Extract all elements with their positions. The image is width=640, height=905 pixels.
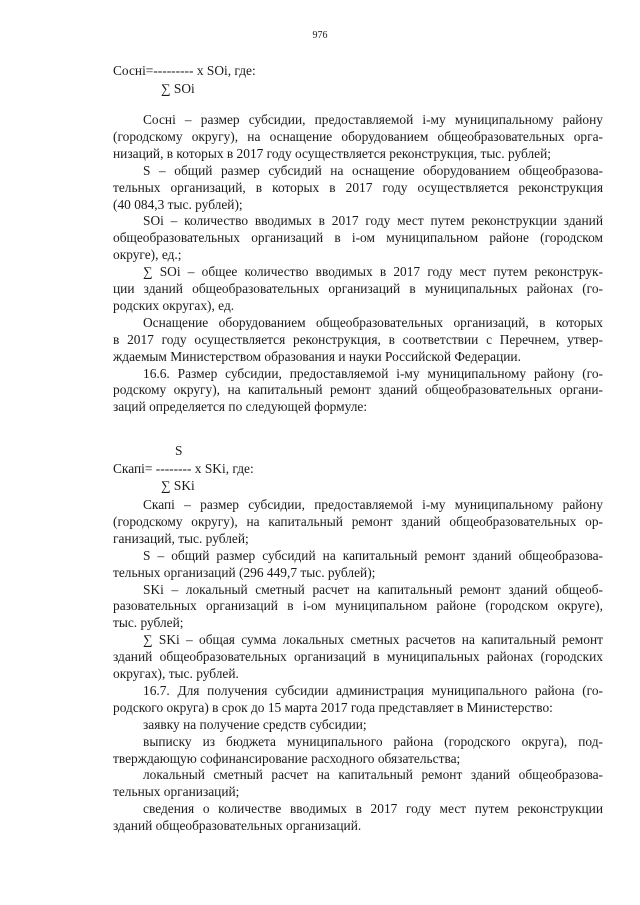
paragraph-line: ции зданий общеобразовательных организаций в муниципальных районах (го- [113,281,603,296]
paragraph-line: (40 084,3 тыс. рублей); [113,196,243,212]
paragraph-line: тельных организаций, в которых в 2017 году осуществляется реконструкция [113,179,603,195]
formula-1-lhs: Соснi=--------- x SOi, где: [113,63,256,78]
paragraph-line: родскому округу), на капитальный ремонт зданий общеобразовательных органи- [113,382,603,398]
paragraph-line: Оснащение оборудованием общеобразовательных организаций, в которых [143,314,603,330]
paragraph-line: тверждающую софинансирование расходного обязательства; [113,750,461,766]
paragraph-line: сведения о количестве вводимых в 2017 году мест путем реконструкции [143,801,603,817]
paragraph-line: разовательных организаций в i-ом муниципальном районе (городском округе), [113,598,603,614]
formula-2-lhs: Скапi= -------- x SKi, где: [113,461,254,476]
paragraph-line: низаций, в которых в 2017 году осуществляется реконструкция, тыс. рублей; [113,145,551,161]
paragraph-line: родских округах), ед. [113,297,235,313]
paragraph-line: (городскому округу), на оснащение оборудованием общеобразовательных орга- [113,128,603,144]
paragraph-line: тельных организаций (296 449,7 тыс. рублей); [113,564,376,580]
paragraph-line: 16.7. Для получения субсидии администрация муниципального района (го- [143,682,603,698]
paragraph-line: общеобразовательных организаций в i-ом муниципальном районе (городском [113,230,603,246]
paragraph-line: зданий общеобразовательных организаций в муниципальных районах (городских [113,649,603,665]
paragraph-line: родского округа) в срок до 15 марта 2017 года представляет в Министерство: [113,699,553,715]
paragraph-line: в 2017 году осуществляется реконструкция, в соответствии с Перечнем, утвер- [113,331,603,347]
paragraph-line: Соснi – размер субсидии, предоставляемой i-му муниципальному району [143,112,603,127]
paragraph-line: S – общий размер субсидий на оснащение оборудованием общеобразова- [143,162,603,178]
paragraph-line: тельных организаций; [113,784,240,800]
paragraph-line: (городскому округу), на капитальный ремонт зданий общеобразовательных ор- [113,513,603,529]
paragraph-line: SKi – локальный сметный расчет на капитальный ремонт зданий общеоб- [143,581,603,597]
paragraph-line: выписку из бюджета муниципального района (городского округа), под- [143,733,603,749]
page-number: 976 [312,30,328,41]
paragraph-line: S – общий размер субсидий на капитальный ремонт зданий общеобразова- [143,547,603,563]
formula-2-numerator: S [175,443,183,458]
paragraph-line: ∑ SKi – общая сумма локальных сметных расчетов на капитальный ремонт [143,632,603,648]
paragraph-line: зданий общеобразовательных организаций. [113,818,362,834]
paragraph-line: Скапi – размер субсидии, предоставляемой i-му муниципальному району [143,497,603,512]
paragraph-line: 16.6. Размер субсидии, предоставляемой i-му муниципальному району (го- [143,365,603,381]
paragraph-line: округе), ед.; [113,247,182,263]
paragraph-line: локальный сметный расчет на капитальный ремонт зданий общеобразова- [143,767,603,783]
formula-1-denominator: ∑ SOi [161,81,195,96]
paragraph-line: ганизаций, тыс. рублей; [113,530,249,546]
paragraph-line: ∑ SOi – общее количество вводимых в 2017 году мест путем реконструк- [143,264,603,280]
paragraph-line: SOi – количество вводимых в 2017 году мест путем реконструкции зданий [143,213,603,229]
paragraph-line: заявку на получение средств субсидии; [143,716,367,732]
formula-2-denominator: ∑ SKi [161,478,195,493]
paragraph-line: заций определяется по следующей формуле: [113,399,368,415]
paragraph-line: ждаемым Министерством образования и науки Российской Федерации. [113,348,521,364]
paragraph-line: тыс. рублей; [113,615,184,631]
paragraph-line: округах), тыс. рублей. [113,666,239,681]
